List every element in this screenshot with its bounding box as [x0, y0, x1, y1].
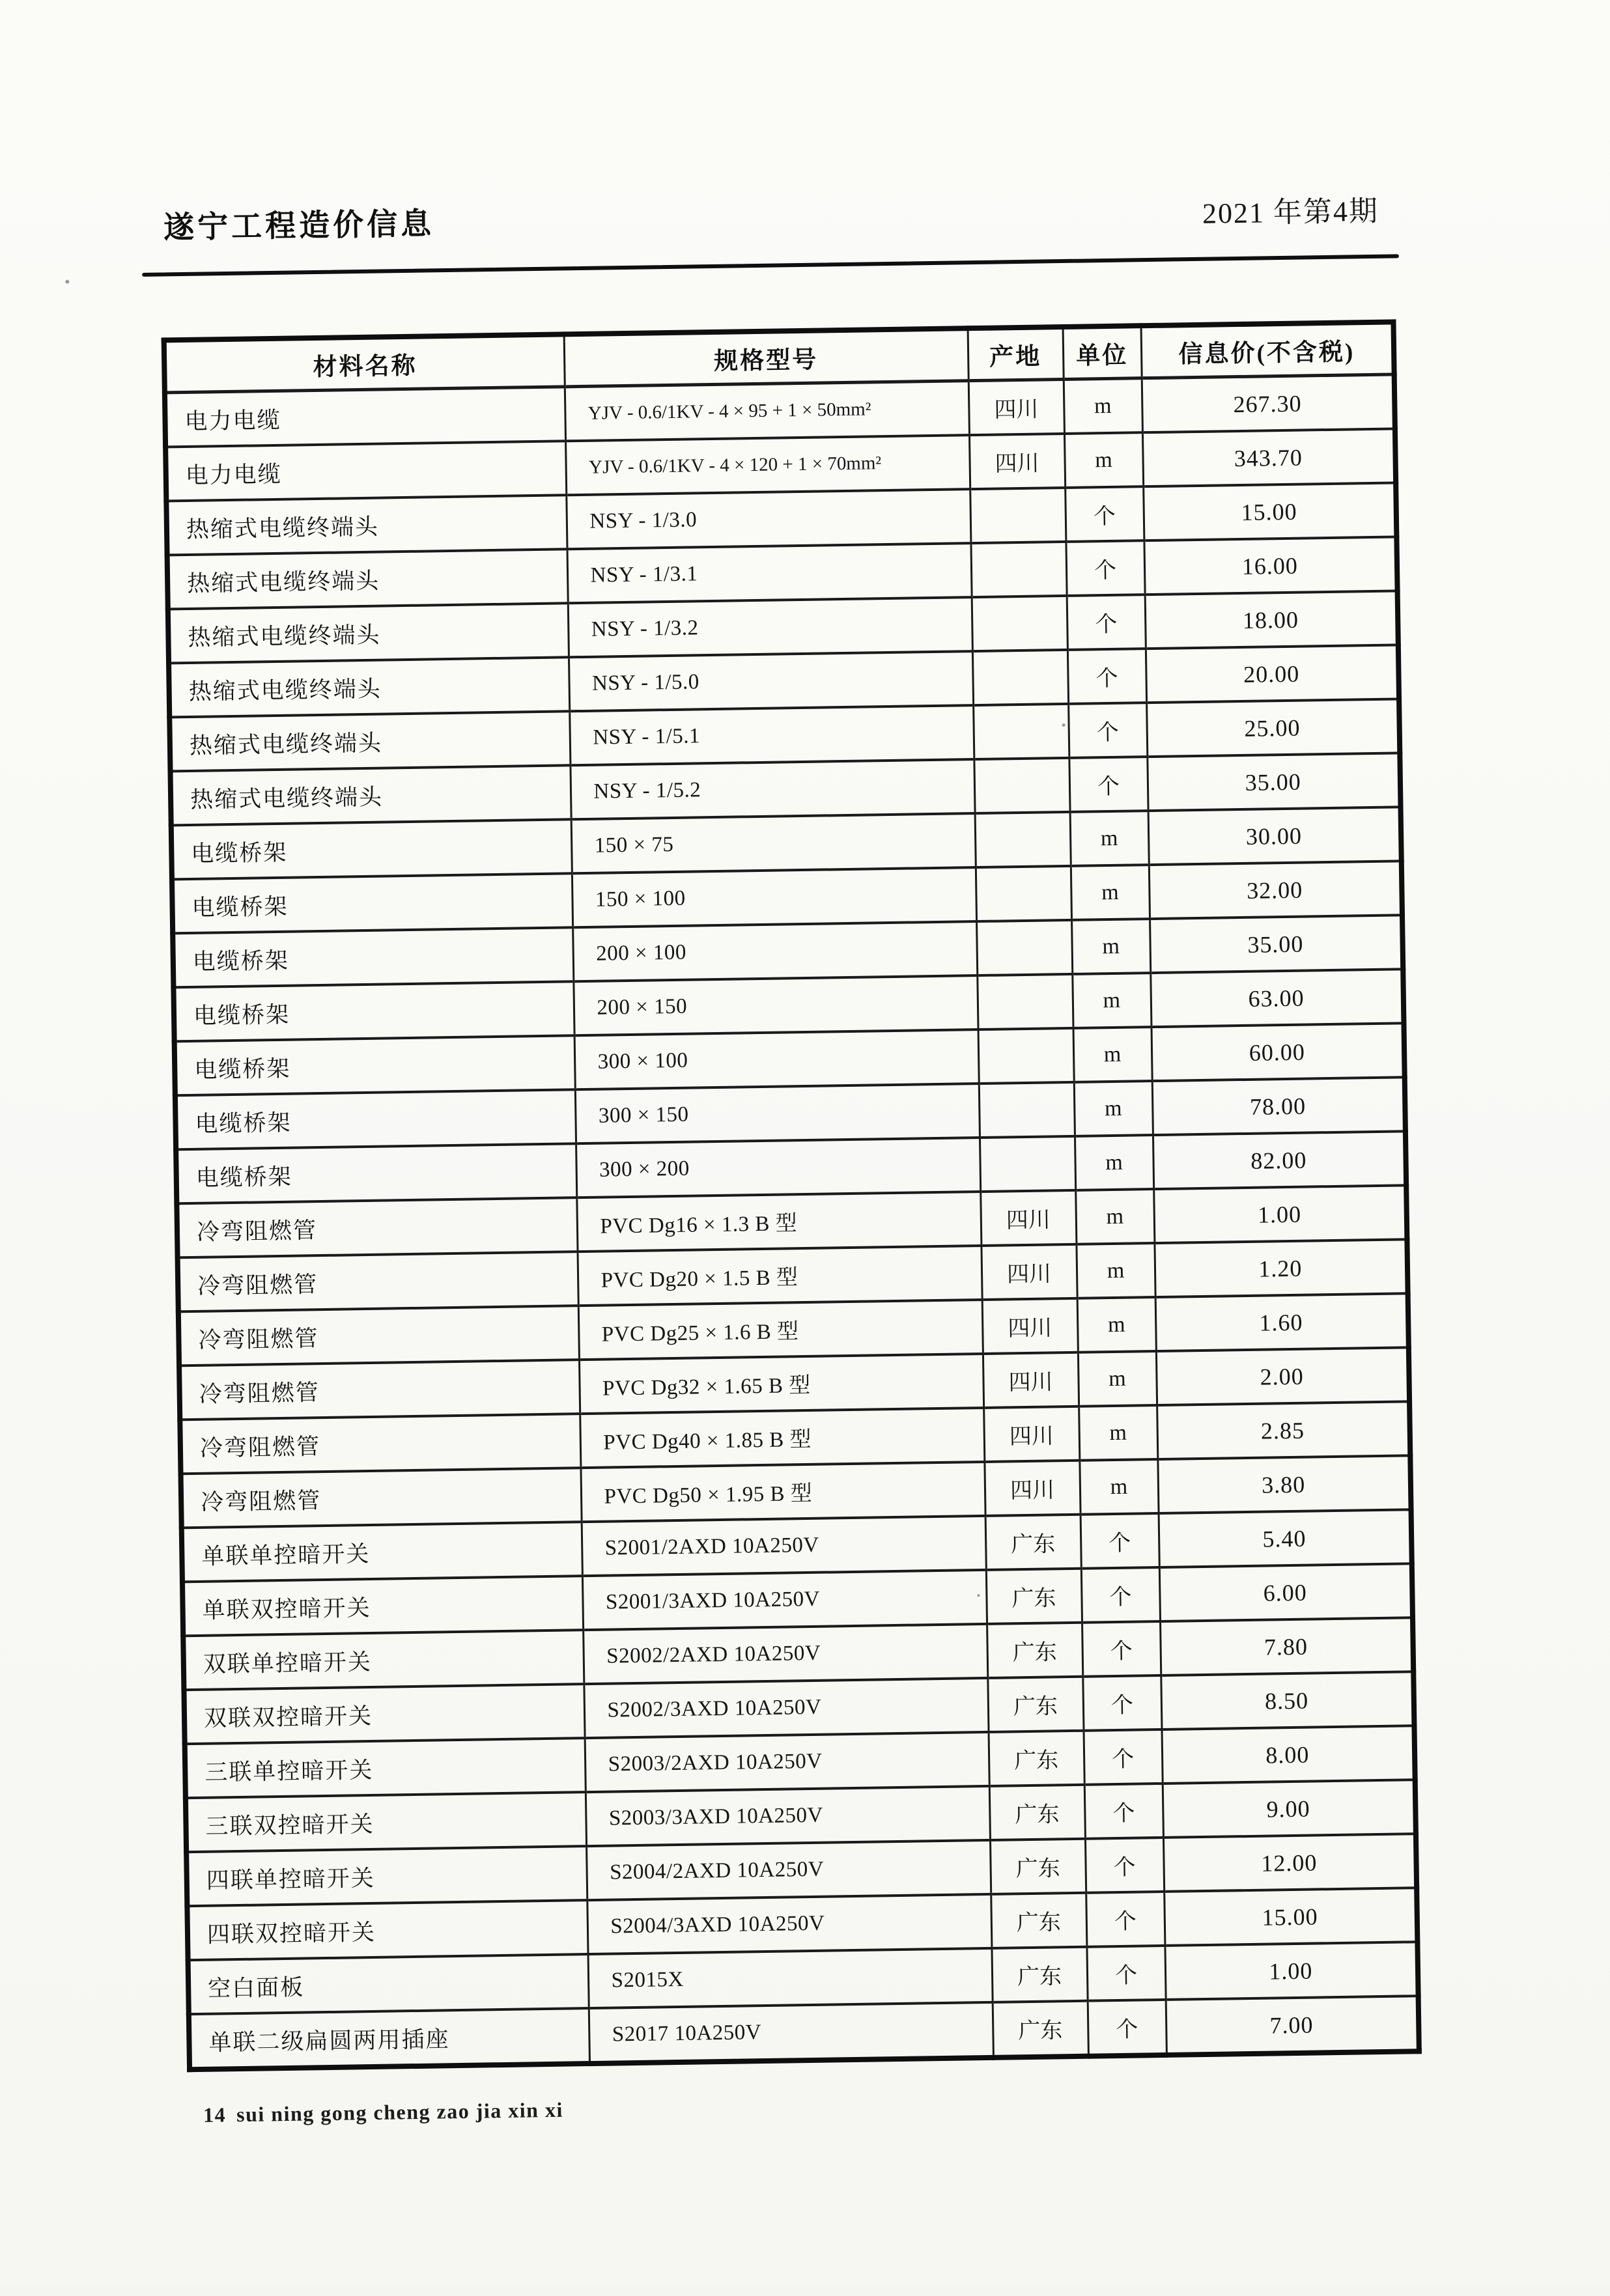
cell-material: 电力电缆	[165, 441, 566, 501]
cell-material: 热缩式电缆终端头	[169, 657, 569, 717]
cell-origin: 广东	[989, 1785, 1085, 1840]
cell-price: 78.00	[1152, 1077, 1405, 1135]
cell-spec: PVC Dg40 × 1.85 B 型	[580, 1408, 984, 1468]
cell-price: 1.20	[1154, 1239, 1407, 1297]
cell-material: 四联双控暗开关	[187, 1900, 587, 1960]
cell-material: 热缩式电缆终端头	[169, 711, 570, 771]
cell-price: 9.00	[1163, 1780, 1416, 1838]
cell-price: 32.00	[1149, 861, 1402, 919]
cell-spec: 150 × 100	[572, 867, 976, 927]
cell-material: 空白面板	[188, 1954, 589, 2014]
cell-material: 热缩式电缆终端头	[171, 765, 571, 825]
cell-spec: S2015X	[588, 1948, 993, 2008]
cell-unit: 个	[1068, 703, 1147, 758]
cell-origin	[980, 1136, 1075, 1192]
cell-spec: S2003/3AXD 10A250V	[586, 1786, 990, 1846]
cell-origin: 广东	[987, 1623, 1082, 1678]
cell-spec: NSY - 1/5.2	[570, 759, 974, 819]
cell-price: 30.00	[1148, 807, 1402, 865]
cell-material: 单联单控暗开关	[182, 1522, 582, 1582]
cell-spec: YJV - 0.6/1KV - 4 × 120 + 1 × 70mm²	[565, 435, 970, 495]
cell-spec: YJV - 0.6/1KV - 4 × 95 + 1 × 50mm²	[565, 381, 969, 441]
cell-origin	[974, 758, 1069, 813]
cell-spec: S2002/2AXD 10A250V	[583, 1624, 987, 1684]
page-footer	[203, 2098, 563, 2127]
cell-price: 267.30	[1142, 374, 1395, 432]
cell-material: 三联单控暗开关	[185, 1738, 586, 1798]
cell-material: 电缆桥架	[175, 1089, 576, 1149]
cell-unit: m	[1064, 432, 1143, 488]
cell-material: 冷弯阻燃管	[178, 1252, 578, 1311]
cell-material: 四联单控暗开关	[186, 1846, 587, 1906]
cell-unit: 个	[1066, 540, 1144, 596]
cell-origin: 广东	[985, 1515, 1081, 1570]
cell-origin	[973, 704, 1069, 759]
column-header-spec: 规格型号	[564, 328, 968, 387]
cell-spec: PVC Dg32 × 1.65 B 型	[579, 1354, 983, 1414]
cell-origin: 广东	[993, 2001, 1088, 2058]
cell-origin: 广东	[991, 1893, 1086, 1948]
cell-price: 343.70	[1142, 428, 1396, 486]
cell-spec: S2001/2AXD 10A250V	[582, 1516, 986, 1576]
cell-origin: 广东	[986, 1569, 1082, 1624]
cell-material: 电缆桥架	[172, 873, 572, 933]
cell-price: 18.00	[1145, 591, 1398, 649]
cell-spec: S2001/3AXD 10A250V	[582, 1570, 987, 1630]
column-header-unit: 单位	[1063, 326, 1142, 379]
cell-origin	[972, 596, 1067, 651]
cell-material: 电缆桥架	[173, 927, 573, 987]
cell-spec: 300 × 100	[574, 1029, 979, 1089]
cell-unit: 个	[1088, 2000, 1166, 2056]
cell-price: 60.00	[1151, 1023, 1404, 1081]
cell-origin: 广东	[987, 1677, 1083, 1732]
cell-material: 双联双控暗开关	[184, 1684, 584, 1744]
cell-origin	[972, 650, 1068, 705]
cell-price: 5.40	[1159, 1509, 1412, 1567]
cell-price: 15.00	[1143, 483, 1396, 540]
price-table	[162, 319, 1422, 2072]
cell-spec: NSY - 1/5.0	[569, 651, 973, 711]
cell-spec: S2004/3AXD 10A250V	[587, 1894, 991, 1954]
cell-origin	[975, 812, 1071, 867]
column-header-price: 信息价(不含税)	[1141, 322, 1394, 378]
cell-origin: 四川	[969, 434, 1065, 489]
cell-unit: m	[1079, 1459, 1158, 1515]
cell-unit: 个	[1082, 1675, 1161, 1731]
masthead	[163, 186, 1379, 247]
cell-origin: 广东	[991, 1947, 1087, 2002]
cell-price: 15.00	[1164, 1888, 1417, 1946]
cell-price: 3.80	[1157, 1455, 1411, 1513]
scan-speck	[65, 280, 69, 284]
cell-unit: 个	[1086, 1946, 1165, 2001]
cell-price: 2.85	[1157, 1401, 1410, 1459]
cell-material: 热缩式电缆终端头	[167, 549, 568, 609]
cell-unit: 个	[1082, 1621, 1161, 1677]
cell-spec: S2002/3AXD 10A250V	[584, 1678, 988, 1738]
cell-unit: m	[1073, 1027, 1152, 1082]
cell-origin: 四川	[983, 1352, 1079, 1408]
cell-price: 12.00	[1163, 1834, 1417, 1892]
cell-material: 电缆桥架	[176, 1143, 576, 1203]
cell-price: 8.50	[1161, 1672, 1414, 1729]
cell-spec: NSY - 1/5.1	[569, 705, 974, 765]
footer-pinyin: sui ning gong cheng zao jia xin xi	[236, 2098, 563, 2126]
cell-material: 冷弯阻燃管	[179, 1360, 580, 1420]
cell-price: 63.00	[1150, 969, 1404, 1027]
cell-unit: 个	[1069, 757, 1148, 812]
masthead-divider	[142, 254, 1399, 277]
cell-spec: PVC Dg20 × 1.5 B 型	[578, 1246, 982, 1306]
cell-origin	[978, 1028, 1074, 1084]
cell-material: 热缩式电缆终端头	[166, 495, 567, 555]
cell-material: 单联双控暗开关	[182, 1576, 583, 1636]
cell-origin: 广东	[990, 1839, 1086, 1894]
cell-origin	[976, 866, 1071, 921]
cell-price: 7.80	[1160, 1617, 1413, 1675]
cell-material: 电缆桥架	[175, 1035, 575, 1095]
scan-speck	[977, 1594, 980, 1597]
cell-material: 冷弯阻燃管	[181, 1468, 582, 1528]
price-table-body	[165, 374, 1419, 2069]
cell-material: 冷弯阻燃管	[177, 1197, 577, 1257]
cell-unit: m	[1075, 1135, 1153, 1190]
cell-origin: 四川	[984, 1461, 1080, 1516]
cell-price: 16.00	[1144, 537, 1397, 595]
cell-unit: m	[1064, 378, 1142, 434]
cell-material: 电力电缆	[165, 387, 565, 447]
cell-spec: S2017 10A250V	[589, 2002, 993, 2064]
cell-unit: 个	[1081, 1567, 1160, 1623]
cell-spec: 300 × 200	[576, 1138, 980, 1197]
cell-price: 25.00	[1146, 699, 1400, 757]
cell-spec: 150 × 75	[571, 813, 976, 873]
cell-price: 8.00	[1162, 1726, 1415, 1784]
page-title: 遂宁工程造价信息	[163, 199, 435, 247]
cell-origin	[970, 488, 1066, 543]
cell-unit: m	[1076, 1243, 1155, 1298]
cell-material: 三联双控暗开关	[186, 1792, 586, 1852]
cell-unit: m	[1071, 919, 1150, 974]
cell-spec: NSY - 1/3.0	[566, 489, 970, 549]
cell-price: 1.00	[1165, 1942, 1418, 2000]
cell-material: 冷弯阻燃管	[180, 1414, 580, 1474]
cell-price: 20.00	[1146, 645, 1399, 703]
cell-origin	[970, 542, 1066, 597]
cell-origin: 四川	[980, 1190, 1076, 1246]
cell-origin: 四川	[983, 1407, 1079, 1462]
cell-unit: 个	[1065, 486, 1144, 542]
page-number: 14	[203, 2103, 227, 2127]
cell-origin: 四川	[982, 1298, 1078, 1354]
cell-material: 冷弯阻燃管	[178, 1306, 579, 1365]
cell-unit: m	[1075, 1189, 1154, 1244]
cell-unit: 个	[1086, 1892, 1165, 1947]
cell-unit: m	[1072, 973, 1151, 1028]
cell-spec: PVC Dg25 × 1.6 B 型	[578, 1300, 983, 1360]
cell-unit: 个	[1084, 1784, 1163, 1839]
cell-material: 双联单控暗开关	[183, 1630, 584, 1690]
cell-origin: 四川	[968, 379, 1064, 435]
cell-spec: 200 × 100	[572, 921, 977, 981]
cell-unit: m	[1077, 1297, 1156, 1352]
cell-price: 1.60	[1155, 1293, 1409, 1351]
cell-unit: m	[1070, 811, 1149, 866]
cell-origin	[977, 974, 1073, 1029]
scan-speck	[1062, 723, 1066, 727]
cell-material: 电缆桥架	[173, 981, 574, 1041]
cell-unit: 个	[1084, 1729, 1163, 1785]
cell-price: 2.00	[1156, 1347, 1409, 1405]
cell-price: 35.00	[1147, 753, 1400, 811]
cell-spec: S2003/2AXD 10A250V	[585, 1732, 989, 1792]
cell-unit: 个	[1067, 595, 1146, 650]
cell-price: 7.00	[1166, 1996, 1419, 2055]
cell-price: 1.00	[1153, 1185, 1407, 1243]
cell-material: 电缆桥架	[171, 819, 572, 879]
cell-unit: 个	[1067, 649, 1146, 704]
cell-unit: 个	[1085, 1838, 1164, 1893]
cell-spec: NSY - 1/3.2	[568, 597, 972, 657]
cell-origin: 广东	[989, 1731, 1084, 1786]
cell-unit: m	[1074, 1081, 1153, 1136]
cell-material: 热缩式电缆终端头	[168, 603, 569, 663]
cell-spec: PVC Dg50 × 1.95 B 型	[580, 1462, 985, 1522]
cell-unit: 个	[1080, 1513, 1159, 1569]
cell-spec: PVC Dg16 × 1.3 B 型	[576, 1192, 981, 1252]
cell-origin	[976, 920, 1072, 975]
cell-origin: 四川	[981, 1244, 1077, 1300]
cell-unit: m	[1071, 865, 1150, 920]
cell-unit: m	[1079, 1405, 1157, 1461]
column-header-origin: 产地	[968, 327, 1064, 381]
cell-spec: S2004/2AXD 10A250V	[586, 1840, 991, 1900]
cell-material: 单联二级扁圆两用插座	[189, 2008, 589, 2069]
cell-price: 6.00	[1159, 1563, 1413, 1621]
cell-spec: 300 × 150	[575, 1084, 980, 1143]
cell-spec: 200 × 150	[573, 975, 978, 1035]
column-header-material: 材料名称	[164, 334, 565, 393]
cell-origin	[979, 1082, 1075, 1138]
cell-spec: NSY - 1/3.1	[567, 543, 972, 603]
issue-label: 2021 年第4期	[1202, 188, 1379, 232]
cell-unit: m	[1078, 1351, 1157, 1407]
cell-price: 82.00	[1153, 1131, 1406, 1189]
cell-price: 35.00	[1150, 915, 1403, 973]
